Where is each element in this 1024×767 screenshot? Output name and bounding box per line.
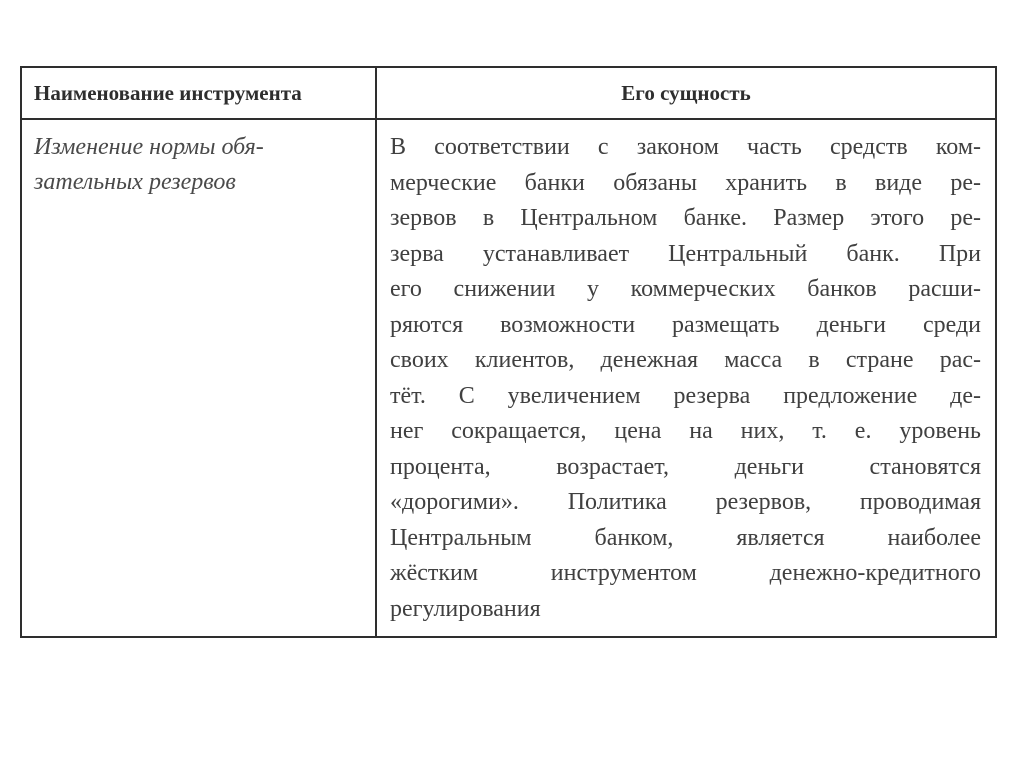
essence-text-line: зервов в Центральном банке. Размер этого ре-: [390, 205, 981, 231]
essence-text-line: тёт. С увеличением резерва предложение де-: [390, 382, 981, 409]
essence-text-line: его снижении у коммерческих банков расши-: [390, 276, 981, 302]
instrument-name-line: Изменение нормы обя-: [34, 134, 264, 160]
essence-text-line: В соответствии с законом часть средств ком-: [390, 134, 981, 160]
essence-text-line: Центральным банком, является наиболее: [390, 524, 981, 551]
essence-text-line: «дорогими». Политика резервов, проводимая: [390, 489, 981, 515]
essence-text-line: процента, возрастает, деньги становятся: [390, 453, 981, 480]
essence-text-line: ряются возможности размещать деньги среди: [390, 311, 981, 338]
essence-text-cell: [390, 130, 981, 627]
essence-text-line: зерва устанавливает Центральный банк. При: [390, 240, 981, 267]
essence-text-line: жёстким инструментом денежно-кредитного: [390, 560, 981, 586]
essence-text-line: нег сокращается, цена на них, т. е. уровень: [390, 418, 981, 444]
instrument-name-line: зательных резервов: [34, 169, 236, 195]
essence-text-line: регулирования: [390, 595, 541, 622]
instrument-table: [20, 66, 997, 638]
essence-text-line: своих клиентов, денежная масса в стране рас-: [390, 347, 981, 373]
table-header-row: [22, 68, 995, 120]
instrument-name-cell: [34, 130, 264, 200]
header-instrument-name: Наименование инструмента: [34, 81, 302, 105]
header-essence: Его сущность: [621, 81, 751, 105]
column-divider: [375, 68, 377, 636]
essence-text-line: мерческие банки обязаны хранить в виде ре-: [390, 169, 981, 196]
